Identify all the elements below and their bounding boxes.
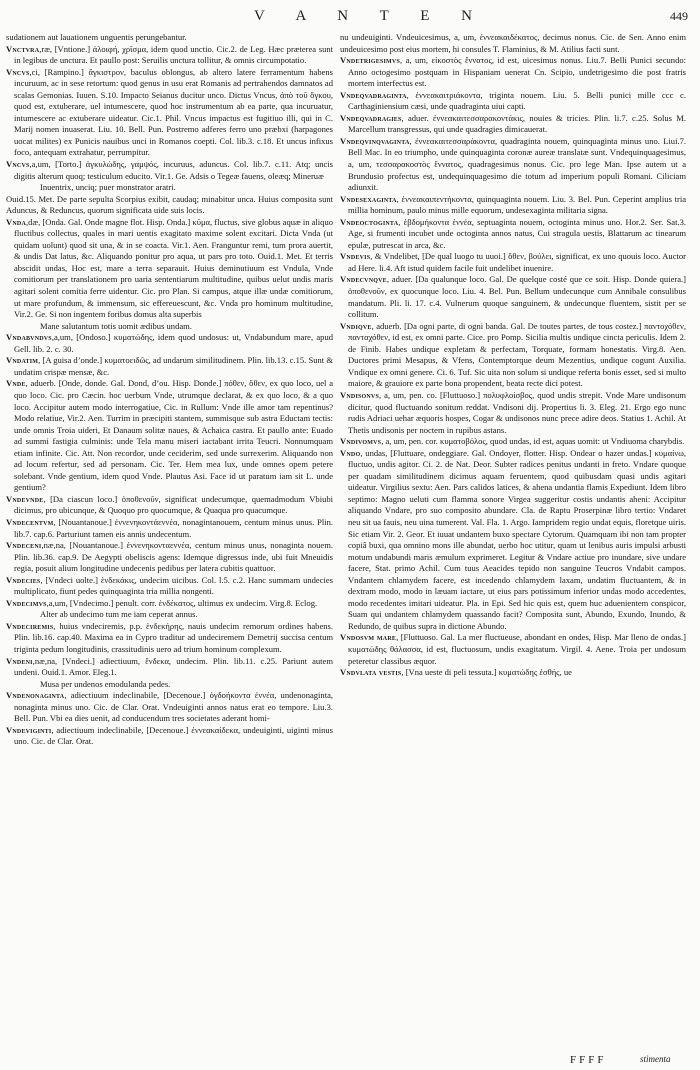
entry-text: , [Vna ueste di peli tessuta.] κυματώδης ἐσθής, ue [401,667,572,678]
entry-text: ,dæ, [Onda. Gal. Onde magne flot. Hisp. Onda.] κῦμα, fluctus, sive globus aquæ in aliquo fluctibus collectus, quales in mari uentis exagitato maxime solent excitari. Dicta Vnda (ut quidam uolunt) quod sit una, & in se coacta. Vir.1. Aen. Franguntur remi, tum prora auertit, & undis Dat latus, &c. Aliquando ponitur pro aqua, ut pars pro toto. Ouid.1. Met. Et terris abscidit undas, Hoc est, mare a terra separauit. Huius deminutiuum est Vndula, Vnde comitiorum per translationem pro uaria sententiarum multitudine, quibus uelut undis maris agitari solent comitia ferre uidentur. Cic. pro Plan. Si campus, atque illæ undæ comitiorum, ut mare profundum, & immensum, sic effereuescunt, &c. Vnda pro hominum multitudine, Vir.2. Ge. Si non ingentem foribus domus alta superbis [14,216,333,320]
entry-text: ,a,um, [Ondoso.] κυματώδης, idem quod undosus: ut, Vndabundum mare, apud Gell. lib. 2. c. 30. [14,332,333,354]
dictionary-entry [6,217,333,321]
dictionary-entry [340,136,686,194]
dictionary-entry [340,321,686,390]
dictionary-entry [340,251,686,274]
dictionary-entry [6,159,333,182]
entry-text: , adiectiuum indeclinabile, [Decenoue.] ἐννεακαίδεκα, undeuiginti, uiginti minus uno. Cic. de Clar. Orat. [14,724,333,747]
entry-text: , ἐννεακαιτριάκοντα, triginta nouem. Liu. 5. Belli punici mille ccc c. Carthaginiensium cæsi, unde quadraginta uiui capti. [348,89,686,112]
dictionary-entry [6,598,333,610]
entry-headword: Vndabvndvs [6,332,52,343]
entry-text: , [Vndeci uolte.] ἑνδεκάκις, undecim uicibus. Col. l.5. c.2. Hanc summam undecies multiplicato, fiunt pedes quinquaginta tria millia nongenti. [14,574,333,597]
dictionary-entry [340,113,686,136]
entry-text: sudationem aut lauationem unguentis perungebantur. [6,32,187,42]
dictionary-entry [6,494,333,517]
entry-headword: Vndosvm mare [340,632,397,643]
entry-text: , undas, [Fluttuare, ondeggiare. Gal. Ondoyer, flotter. Hisp. Ondear o hazer undas.] κυμαίνω, fluctuo, undis agitor. Ci. 2. de Nat. Deor. Subter radices penitus undanti in freto. Vndare quoque per quadam similitudinem dicimus aquam feruentem, quod quibusdam quasi undis agitari uideatur. Virgilius sextu: Aen. Pars calidos latices, & ahena undantia flamis Expediunt. Idem libro septimo: Magno ueluti cum flamma sonore Virgea suggeritur costis undantis aheni: Accipitur aliquando Vndare, pro suo composito abundare. Cla. de Raptu Proserpinæ libro tertio: Vndaret neu sit ua fauis, neu uina tumerent. Val. Fla. 1. Argo. Iampridem regio undat equis, floretque uiris. Sic etiam Vir. 2. Geor. Et iuuat undantem buxo spectare Cytorum. Quamquam ibi non tam propter copiâ buxi, qua omnino mons ille abundat, uerbo hoc utitur, quam ut lenibus auris impulsi arbusti motum undabundi maris æmulum exprimeret. Legitur & Vndare actiue pro inundare, sive undare facere, Stat. primo Achil. Cum tuus Aeacides tepido non sanguine Teucros Vndabit campos. Vndantem chlamydem facere, est incedendo chlamydem laxam, undatim fluctuantem, & in dextram modo, modo in læuam iactare, ut eius pars potissimum inferior undas modo accedentes, modo recedentes imitari uideatur. Pla. in Epi. Sed hic quis est, quem huc aduenientem conspicor, Suam qui undantem chlamydem quassando facit? Composita sunt, Abundo, Exundo, Inundo, & Redundo, de quibus supra in dictione Abundo. [348,447,686,631]
entry-text: , ἑβδομήκοντα ἐννέα, septuaginta nouem, octoginta minus uno. Hor.2. Ser. Sat.3. Age, si frumenti incubet unde octoginta annos natus, Cui stragula uestis, Blattarum ac tinearum epulæ, putrescat in arca, &c. [348,216,686,250]
dictionary-entry [6,378,333,493]
entry-headword: Vndeoctoginta [340,216,399,227]
dictionary-entry [6,725,333,748]
entry-text: , [A guisa d’onde.] κυματοειδῶς, ad undarum similitudinem. Plin. lib.13. c.15. Sunt & undatim crispæ mensæ, &c. [14,355,333,377]
entry-headword: Vndecimvs [6,597,47,608]
verse-quote [6,182,333,194]
continuation-text [6,32,333,44]
entry-text: ,a,um, [Vndecimo.] penult. corr. ἑνδέκατος, ultimus ex undecim. Virg.8. Eclog. [46,597,318,608]
dictionary-entry [340,90,686,113]
verse-quote [6,609,333,621]
entry-text: , aduer. [Da qualunque loco. Gal. De quelque costé que ce soit. Hisp. Donde quiera.] ὁποθενοῦν, ex quocunque loco. Liu. 4. Bel. Pun. Bellum undecunque cum Annibale consulibus mandatum. Pli. li. 17. c.4. Vulnerum quoque sanguinem, & undecunque fluentem, sistit per se collitum. [348,274,686,320]
entry-headword: Vnctvra [6,43,40,54]
entry-headword: Vndisonvs [340,389,379,400]
dictionary-entry [340,390,686,436]
dictionary-entry [6,355,333,378]
dictionary-entry [6,517,333,540]
running-title: V A N T E N [254,8,486,24]
dictionary-entry [6,690,333,725]
entry-headword: Vncvs [6,66,30,77]
entry-text: Inuentrix, unciq; puer monstrator aratri. [40,182,176,193]
entry-text: nu undeuiginti. Vndeuicesimus, a, um, ἐννεακαιδέκατος, decimus nonus. Cic. de Sen. Anno enim undeuicesimo post eius mortem, hi consules T. Flaminius, & M. Atilius facti sunt. [340,32,686,54]
dictionary-entry [340,667,686,679]
entry-headword: Vnda [6,216,26,227]
page-header [0,8,700,28]
entry-text: , a, um, εἰκοστὸς ἔννατος, id est, uicesimus nonus. Liu.7. Belli Punici secundo: Anno octogesimo postquam in Hispaniam uenerat Cn. Scipio, undetrigesimo die post fratris mortem interfectus est. [348,55,686,89]
dictionary-entry [6,621,333,656]
dictionary-entry [6,332,333,355]
entry-text: , & Vndelibet, [De qual luogo tu uuoi.] ὅθεν, βούλει, significat, ex uno quouis loco. Auctor ad Here. li.4. Aft istud quidem facile fuit undelibet inuenire. [348,251,686,273]
entry-text: Alter ab undecimo tum me iam ceperat annus. [40,609,198,620]
entry-headword: Vndeviginti [6,724,52,735]
entry-text: , a, um, pen. cor. κυματοβόλος, quod undas, id est, aquas uomit: ut Vndiuoma charybdis. [381,436,685,447]
entry-headword: Vndo [340,447,361,458]
entry-text: Musa per undenos emodulanda pedes. [40,678,171,689]
entry-headword: Vndevis [340,251,371,262]
verse-quote [6,321,333,333]
entry-headword: Vndvlata vestis [340,667,402,678]
dictionary-entry [6,540,333,575]
entry-text: , [Nouantanoue.] ἐννενηκοντάεννέα, nonagintanouem, centum minus unus. Plin. lib.7. cap.6. Parturiunt tamen eis annis undecentum. [14,516,333,539]
entry-text: ,a,um, [Torto.] ἀγκυλώδης, γαμψός, incuruus, aduncus. Col. lib.7. c.11. Atq; uncis digitis alterum quoq; testiculum educito. Vir.1. Ge. Adsis o Tegeæ fauens, oleæq; Mineruæ [14,159,333,181]
entry-headword: Vndecentvm [6,516,54,527]
entry-text: ,næ,na, [Nouantanoue.] ἐννενηκονταεννέα, centum minus unus, nonaginta nouem. Plin. lib.36. cap.9. De Aegypti obeliscis agens: Idemque digressus inde, ubi fuit Mneuidis regia, posuit alium longitudine undecenis pedibus per latera cubitis quattuor. [14,540,333,574]
entry-text: , huius vndeciremis, p.p. ἑνδεκήρης, nauis undecim remorum ordines habens. Plin. lib.16. cap.40. Maxima ea in Cypro traditur ad undeciremem Demetrij succisa centum triginta pedum longitudinis, crassitudinis uero ad trium hominum complexum. [14,620,333,654]
entry-headword: Vndeni [6,655,33,666]
entry-headword: Vnde [6,378,26,389]
entry-headword: Vndeciremis [6,620,54,631]
catchword: stimenta [640,1054,671,1064]
entry-text: Mane salutantum totis uomit ædibus undam. [40,320,192,331]
dictionary-entry [340,194,686,217]
dictionary-entry [340,55,686,90]
signature-mark: FFFF [570,1054,607,1066]
dictionary-entry [340,274,686,320]
dictionary-entry [340,448,686,633]
entry-text: ,næ,na, [Vndeci.] adiectiuum, ἕνδεκα, undecim. Plin. lib.11. c.25. Pariunt autem undeni. Ouid.1. Amor. Eleg.1. [14,655,333,678]
page-number: 449 [670,9,688,23]
dictionary-entry [340,217,686,252]
entry-text: , adiectiuum indeclinabile, [Decenoue.] ὀγδοήκοντα ἐννέα, undenonaginta, nonaginta minus uno. Cic. de Clar. Orat. Vndeuiginti annos natus erat eo tempore. Liu.3. Bell. Pun. Vbi ea dies uenit, ad conducendum tres societates aderant homi- [14,690,333,724]
dictionary-entry [340,436,686,448]
left-column [6,32,333,748]
entry-text: , a, um, pen. co. [Fluttuoso.] πολυφλοίσβος, quod undis strepit. Vnde Mare undisonum dicitur, quod fluctuando sonitum reddat. Vndisoni dij. Propertius li. 3. Eleg. 21. Ergo ego nunc rudis Adriaci uehar æquoris hospes, Cogar & undisonos nunc prece adire deos. Statius 1. Achil. At Thetis undisonis per noctem in rupibus astans. [348,389,686,435]
entry-text: , aduer. ἐννεακαιτεσσαρακοντάκις, nouies & tricies. Plin. li.7. c.25. Solus M. Marcellum transgressus, qui unde quadragies dimicauerat. [348,112,686,135]
entry-headword: Vndecies [6,574,41,585]
entry-headword: Vndevnde [6,493,44,504]
entry-headword: Vndeqvinqvaginta [340,135,410,146]
entry-headword: Vndesexaginta [340,193,397,204]
entry-headword: Vndenonaginta [6,690,65,701]
entry-text: Ouid.15. Met. De parte sepulta Scorpius exibit, caudaq; minabitur unca. Huius composita sunt Aduncus, & Reduncus, quorum significata uide suis locis. [6,193,333,216]
entry-headword: Vndivomvs [340,436,382,447]
entry-headword: Vndetrigesimvs [340,55,400,66]
dictionary-entry [340,632,686,667]
entry-text: ,ci, [Rampino.] ἄγκιστρον, baculus oblongus, ab altero latere ferramentum habens incuruum, ac in sese retortum: quod genus in usu erat Romanis ad pertrahendos damnatos ad scalas Gemonias. Iuuen. S.10. Impacto Seianus ducitur unco. Dictus Vncus, ἀπὸ τοῦ ὄγκου, quod est, extuberare, uel intumescere, quod hoc instrumentum ab ea parte, qua incuruatur, intumescere ac extuberare uideatur. Cic.1. Phil. Vncus impactus est fugitiuo illi, qui in C. Marij nomen inuaserat. Liu. 10. Bell. Pun. Postremo adferes ferro uno præbxi (harpagones uocat milites) ex Punicis nauibus unci in Romanos coepti. Col. lib.3. c.18. Et uncus infixus foco, antequam extrahatur, perrumpitur. [14,66,333,158]
dictionary-entry [6,44,333,67]
entry-text: , ἐννεακαιπεντήκοντα, quinquaginta nouem. Liu. 3. Bel. Pun. Ceperint amplius tria millia hominum, paulo minus mille equorum, undesexaginta militaria signa. [348,193,686,216]
continuation-text [6,194,333,217]
entry-text: , [Fluttuoso. Gal. La mer fluctueuse, abondant en ondes, Hisp. Mar lleno de ondas.] κυματώδης θάλασσα, id est, fluctuosum, undis exagitatum. Virgil. 4. Aene. Troia per undosum peteretur classibus æquor. [348,632,686,666]
entry-text: , ἐννεακαιτεσσαράκοντα, quadraginta nouem, quinquaginta minus uno. Liui.7. Bell Mac. In eo triumpho, unde quinquaginta coronæ aureæ translatæ sunt. Vndequinquagesimus, a, um, τεσσαρακοστὸς ἔννατος, quadragesimus nonus. Cic. pro lege Man. Ipse autem ut a Brundusio profectus est, undequinquagesimo die totum ad imperium populi Romani. Ciliciam adiunxit. [348,135,686,193]
entry-headword: Vncvs [6,159,30,170]
verse-quote [6,679,333,691]
entry-text: , aduerb. [Da ogni parte, di ogni banda. Gal. De toutes partes, de tous costez.] παντοχόθεν, πανταχόθεν, id est, ex omni parte. Cice. pro Pomp. Sicilia multis undique cincta periculis. Idem 2. de Finib. Habes undique expletam & perfectam, Torquate, formam honestatis. Virg.8. Aen. Ductores primi Mesapus, & Vfens, Contemptorque deum Mezentius, undique cogunt Auxilia. Vndique ex omni genere. Ci. 6. Tuf. Sic uita non solum si undique referta bonis esset, sed si multo maiore, & grauiore ex parte bona propendent, beata recte dici potest. [348,320,686,389]
dictionary-entry [6,67,333,159]
entry-headword: Vndatim [6,355,39,366]
dictionary-entry [6,575,333,598]
right-column [340,32,686,679]
entry-text: ,ræ, [Vntione.] ἀλοιφή, χρῖσμα, idem quod unctio. Cic.2. de Leg. Hæc præterea sunt in legibus de unctura. Et paullo post: Seruilis unctura tollitur, & omnis circumpotatio. [14,43,333,66]
dictionary-entry [6,656,333,679]
entry-headword: Vndeqvadragies [340,112,402,123]
entry-headword: Vndecvnqve [340,274,387,285]
entry-text: , [Da ciascun loco.] ὁποθενοῦν, significat undecumque, quemadmodum Vbiubi dicimus, pro ubicunque, & Quoquo pro quocumque, & Quaqua pro quacumque. [14,493,333,516]
entry-headword: Vndiqve [340,320,372,331]
entry-headword: Vndeqvadraginta [340,89,407,100]
entry-text: , aduerb. [Onde, donde. Gal. Dond, d’ou. Hisp. Donde.] πόθεν, ὅθεν, ex quo loco, uel a quo loco. Cic. pro Cæcin. hoc uerbum Vnde, utrumque declarat, & ex quo loco, & a quo loco. Accipitur autem modo interrogatiue, Cic. in Rullum: Vnde ille amor tam repentinus? Modo relatiue, Vir.2. Aen. Turrim in præcipiti stantem, summisque sub astra Eductam tectis: unde omnis Troia uideri, Et Danaum solitæ naues, & Achaica castra. Et paullo ante: Euado ad summi fastigia culminis: unde Tela manu miseri iactabant irrita Teucri. Nonnumquam etiam infinite. Cic. Att. Non recordor, unde ceciderim, sed unde surrexerim. Aliquando non ad locum refertur, sed ad personam. Cic. Ter. Hem mea lux, unde omnes opem petere solebant. Vnde gentium, idem quod Vnde. Plautus Asi. Face id ut paratum iam sit L. unde gentium? [14,378,333,493]
entry-headword: Vndeceni [6,540,42,551]
continuation-text [340,32,686,55]
